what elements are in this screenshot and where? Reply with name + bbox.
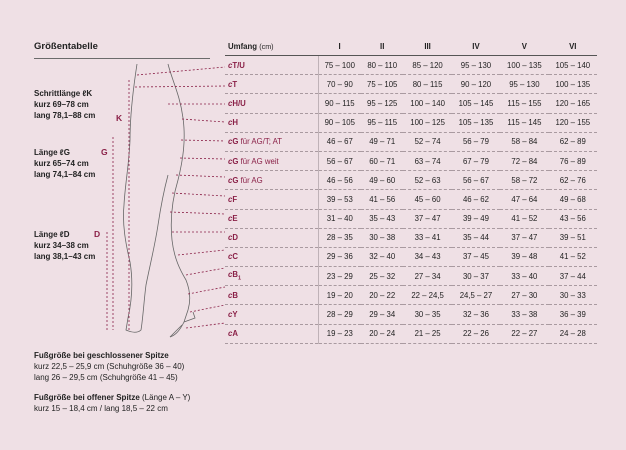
table-cell: 35 – 44 bbox=[452, 228, 500, 247]
table-cell: 105 – 135 bbox=[452, 113, 500, 132]
row-label-prefix: c bbox=[228, 214, 233, 224]
col-header: I bbox=[318, 38, 361, 56]
table-cell: 37 – 47 bbox=[403, 209, 451, 228]
col-header: IV bbox=[452, 38, 500, 56]
col-header: III bbox=[403, 38, 451, 56]
g-lang: lang 74,1–84 cm bbox=[34, 170, 96, 179]
row-label-prefix: c bbox=[228, 252, 233, 262]
row-label-main: C bbox=[232, 252, 238, 262]
table-cell: 34 – 43 bbox=[403, 247, 451, 266]
row-label-prefix: c bbox=[228, 60, 233, 70]
table-cell: 23 – 29 bbox=[318, 267, 361, 286]
row-label-suffix: für AG bbox=[238, 175, 263, 185]
g-kurz: kurz 65–74 cm bbox=[34, 159, 89, 168]
row-label-main: G bbox=[232, 156, 239, 166]
table-row bbox=[225, 228, 597, 247]
table-cell: 39 – 49 bbox=[452, 209, 500, 228]
row-label-main: H/U bbox=[232, 98, 246, 108]
table-cell: 29 – 36 bbox=[318, 247, 361, 266]
table-cell: 24,5 – 27 bbox=[452, 286, 500, 305]
table-cell: 105 – 145 bbox=[452, 94, 500, 113]
table-row bbox=[225, 267, 597, 286]
table-row bbox=[225, 75, 597, 94]
row-label-main: T bbox=[232, 79, 238, 89]
table-cell: 63 – 74 bbox=[403, 151, 451, 170]
letter-k: K bbox=[116, 113, 123, 123]
foot-open-values: kurz 15 – 18,4 cm / lang 18,5 – 22 cm bbox=[34, 404, 168, 413]
table-cell: 56 – 67 bbox=[452, 171, 500, 190]
row-label-main: D bbox=[232, 233, 238, 243]
row-label-prefix: c bbox=[228, 118, 233, 128]
table-row bbox=[225, 171, 597, 190]
table-cell: 41 – 52 bbox=[500, 209, 548, 228]
foot-closed-kurz: kurz 22,5 – 25,9 cm (Schuhgröße 36 – 40) bbox=[34, 362, 185, 371]
table-cell: 70 – 90 bbox=[318, 75, 361, 94]
table-row bbox=[225, 132, 597, 151]
row-label bbox=[225, 56, 318, 75]
table-cell: 49 – 71 bbox=[361, 132, 403, 151]
table-row bbox=[225, 190, 597, 209]
table-cell: 100 – 135 bbox=[549, 75, 597, 94]
row-label bbox=[225, 132, 318, 151]
foot-closed-lang: lang 26 – 29,5 cm (Schuhgröße 41 – 45) bbox=[34, 373, 178, 382]
table-cell: 37 – 44 bbox=[549, 267, 597, 286]
table-cell: 90 – 115 bbox=[318, 94, 361, 113]
table-cell: 100 – 135 bbox=[500, 56, 548, 75]
row-label-main: T/U bbox=[232, 60, 245, 70]
table-cell: 33 – 40 bbox=[500, 267, 548, 286]
table-cell: 32 – 40 bbox=[361, 247, 403, 266]
table-cell: 105 – 140 bbox=[549, 56, 597, 75]
table-cell: 75 – 100 bbox=[318, 56, 361, 75]
table-cell: 33 – 41 bbox=[403, 228, 451, 247]
row-label-prefix: c bbox=[228, 79, 233, 89]
table-cell: 45 – 60 bbox=[403, 190, 451, 209]
table-cell: 39 – 51 bbox=[549, 228, 597, 247]
table-row bbox=[225, 94, 597, 113]
row-label bbox=[225, 190, 318, 209]
table-cell: 90 – 120 bbox=[452, 75, 500, 94]
row-label bbox=[225, 75, 318, 94]
table-cell: 46 – 56 bbox=[318, 171, 361, 190]
row-label bbox=[225, 151, 318, 170]
table-cell: 28 – 35 bbox=[318, 228, 361, 247]
g-heading: Länge ℓG bbox=[34, 148, 70, 157]
table-cell: 95 – 115 bbox=[361, 113, 403, 132]
d-kurz: kurz 34–38 cm bbox=[34, 241, 89, 250]
d-lang: lang 38,1–43 cm bbox=[34, 252, 96, 261]
foot-open-block bbox=[34, 392, 190, 414]
table-cell: 75 – 105 bbox=[361, 75, 403, 94]
row-label-prefix: c bbox=[228, 270, 233, 280]
table-cell: 80 – 110 bbox=[361, 56, 403, 75]
row-label bbox=[225, 113, 318, 132]
row-label-prefix: c bbox=[228, 98, 233, 108]
table-cell: 100 – 125 bbox=[403, 113, 451, 132]
foot-closed-block bbox=[34, 350, 184, 383]
table-cell: 25 – 32 bbox=[361, 267, 403, 286]
row-label-prefix: c bbox=[228, 194, 233, 204]
table-cell: 20 – 24 bbox=[361, 324, 403, 343]
table-cell: 28 – 29 bbox=[318, 305, 361, 324]
row-label-main: G bbox=[232, 175, 239, 185]
table-cell: 22 – 24,5 bbox=[403, 286, 451, 305]
table-row bbox=[225, 113, 597, 132]
col-header: II bbox=[361, 38, 403, 56]
table-cell: 46 – 62 bbox=[452, 190, 500, 209]
table-header-row bbox=[225, 38, 597, 56]
row-label bbox=[225, 247, 318, 266]
table-cell: 56 – 67 bbox=[318, 151, 361, 170]
table-cell: 47 – 64 bbox=[500, 190, 548, 209]
row-label-main: G bbox=[232, 137, 239, 147]
row-label bbox=[225, 267, 318, 286]
row-label-main: A bbox=[232, 329, 238, 339]
table-row bbox=[225, 151, 597, 170]
table-cell: 115 – 155 bbox=[500, 94, 548, 113]
table-cell: 62 – 76 bbox=[549, 171, 597, 190]
table-cell: 30 – 37 bbox=[452, 267, 500, 286]
table-cell: 41 – 52 bbox=[549, 247, 597, 266]
schritt-lang: lang 78,1–88 cm bbox=[34, 111, 96, 120]
row-label-prefix: c bbox=[228, 290, 233, 300]
schritt-heading: Schrittlänge ℓK bbox=[34, 89, 93, 98]
table-cell: 29 – 34 bbox=[361, 305, 403, 324]
table-cell: 30 – 38 bbox=[361, 228, 403, 247]
row-label-prefix: c bbox=[228, 175, 233, 185]
row-label-subscript: 1 bbox=[237, 275, 242, 282]
table-cell: 46 – 67 bbox=[318, 132, 361, 151]
row-label-main: F bbox=[232, 194, 238, 204]
table-row bbox=[225, 324, 597, 343]
table-cell: 95 – 125 bbox=[361, 94, 403, 113]
table-cell: 49 – 60 bbox=[361, 171, 403, 190]
table-cell: 37 – 47 bbox=[500, 228, 548, 247]
foot-open-heading: Fußgröße bei offener Spitze bbox=[34, 393, 140, 402]
row-label-main: H bbox=[232, 118, 238, 128]
row-label-prefix: c bbox=[228, 233, 233, 243]
table-cell: 19 – 23 bbox=[318, 324, 361, 343]
foot-open-heading-suffix: (Länge A – Y) bbox=[139, 393, 191, 402]
table-cell: 36 – 39 bbox=[549, 305, 597, 324]
row-label bbox=[225, 286, 318, 305]
table-cell: 22 – 27 bbox=[500, 324, 548, 343]
size-table bbox=[225, 38, 597, 344]
table-cell: 31 – 40 bbox=[318, 209, 361, 228]
header-umfang bbox=[225, 38, 318, 56]
table-cell: 58 – 84 bbox=[500, 132, 548, 151]
table-cell: 120 – 155 bbox=[549, 113, 597, 132]
table-row bbox=[225, 56, 597, 75]
table-cell: 24 – 28 bbox=[549, 324, 597, 343]
table-cell: 21 – 25 bbox=[403, 324, 451, 343]
table-cell: 22 – 26 bbox=[452, 324, 500, 343]
table-cell: 60 – 71 bbox=[361, 151, 403, 170]
row-label-main: E bbox=[232, 214, 238, 224]
table-cell: 67 – 79 bbox=[452, 151, 500, 170]
table-row bbox=[225, 305, 597, 324]
table-cell: 100 – 140 bbox=[403, 94, 451, 113]
table-row bbox=[225, 247, 597, 266]
table-cell: 52 – 74 bbox=[403, 132, 451, 151]
table-cell: 20 – 22 bbox=[361, 286, 403, 305]
table-cell: 95 – 130 bbox=[500, 75, 548, 94]
table-cell: 95 – 130 bbox=[452, 56, 500, 75]
row-label bbox=[225, 305, 318, 324]
table-cell: 72 – 84 bbox=[500, 151, 548, 170]
table-cell: 58 – 72 bbox=[500, 171, 548, 190]
page-title: Größentabelle bbox=[34, 41, 98, 52]
table-cell: 62 – 89 bbox=[549, 132, 597, 151]
row-label-prefix: c bbox=[228, 137, 233, 147]
table-cell: 32 – 36 bbox=[452, 305, 500, 324]
row-label bbox=[225, 324, 318, 343]
row-label-suffix: für AG weit bbox=[238, 156, 279, 166]
table-cell: 37 – 45 bbox=[452, 247, 500, 266]
foot-closed-heading: Fußgröße bei geschlossener Spitze bbox=[34, 351, 169, 360]
table-cell: 49 – 68 bbox=[549, 190, 597, 209]
table-cell: 120 – 165 bbox=[549, 94, 597, 113]
table-cell: 27 – 30 bbox=[500, 286, 548, 305]
row-label-prefix: c bbox=[228, 310, 233, 320]
row-label-main: B bbox=[232, 290, 238, 300]
d-heading: Länge ℓD bbox=[34, 230, 70, 239]
table-row bbox=[225, 209, 597, 228]
table-cell: 35 – 43 bbox=[361, 209, 403, 228]
table-cell: 52 – 63 bbox=[403, 171, 451, 190]
header-unit: (cm) bbox=[259, 42, 274, 51]
col-header: V bbox=[500, 38, 548, 56]
table-cell: 76 – 89 bbox=[549, 151, 597, 170]
table-cell: 27 – 34 bbox=[403, 267, 451, 286]
header-umfang-label: Umfang bbox=[228, 42, 258, 51]
table-cell: 80 – 115 bbox=[403, 75, 451, 94]
letter-d: D bbox=[94, 229, 101, 239]
table-cell: 30 – 33 bbox=[549, 286, 597, 305]
table-cell: 30 – 35 bbox=[403, 305, 451, 324]
letter-g: G bbox=[101, 147, 108, 157]
table-cell: 39 – 53 bbox=[318, 190, 361, 209]
table-cell: 115 – 145 bbox=[500, 113, 548, 132]
row-label-main: B bbox=[232, 270, 238, 280]
row-label-prefix: c bbox=[228, 329, 233, 339]
row-label-prefix: c bbox=[228, 156, 233, 166]
row-label bbox=[225, 209, 318, 228]
row-label-suffix: für AG/T; AT bbox=[238, 137, 283, 147]
col-header: VI bbox=[549, 38, 597, 56]
table-cell: 56 – 79 bbox=[452, 132, 500, 151]
table-cell: 90 – 105 bbox=[318, 113, 361, 132]
table-cell: 39 – 48 bbox=[500, 247, 548, 266]
row-label-main: Y bbox=[232, 310, 238, 320]
table-cell: 85 – 120 bbox=[403, 56, 451, 75]
table-cell: 33 – 38 bbox=[500, 305, 548, 324]
table-cell: 43 – 56 bbox=[549, 209, 597, 228]
row-label bbox=[225, 94, 318, 113]
table-cell: 41 – 56 bbox=[361, 190, 403, 209]
table-cell: 19 – 20 bbox=[318, 286, 361, 305]
row-label bbox=[225, 171, 318, 190]
row-label bbox=[225, 228, 318, 247]
schritt-kurz: kurz 69–78 cm bbox=[34, 100, 89, 109]
table-row bbox=[225, 286, 597, 305]
